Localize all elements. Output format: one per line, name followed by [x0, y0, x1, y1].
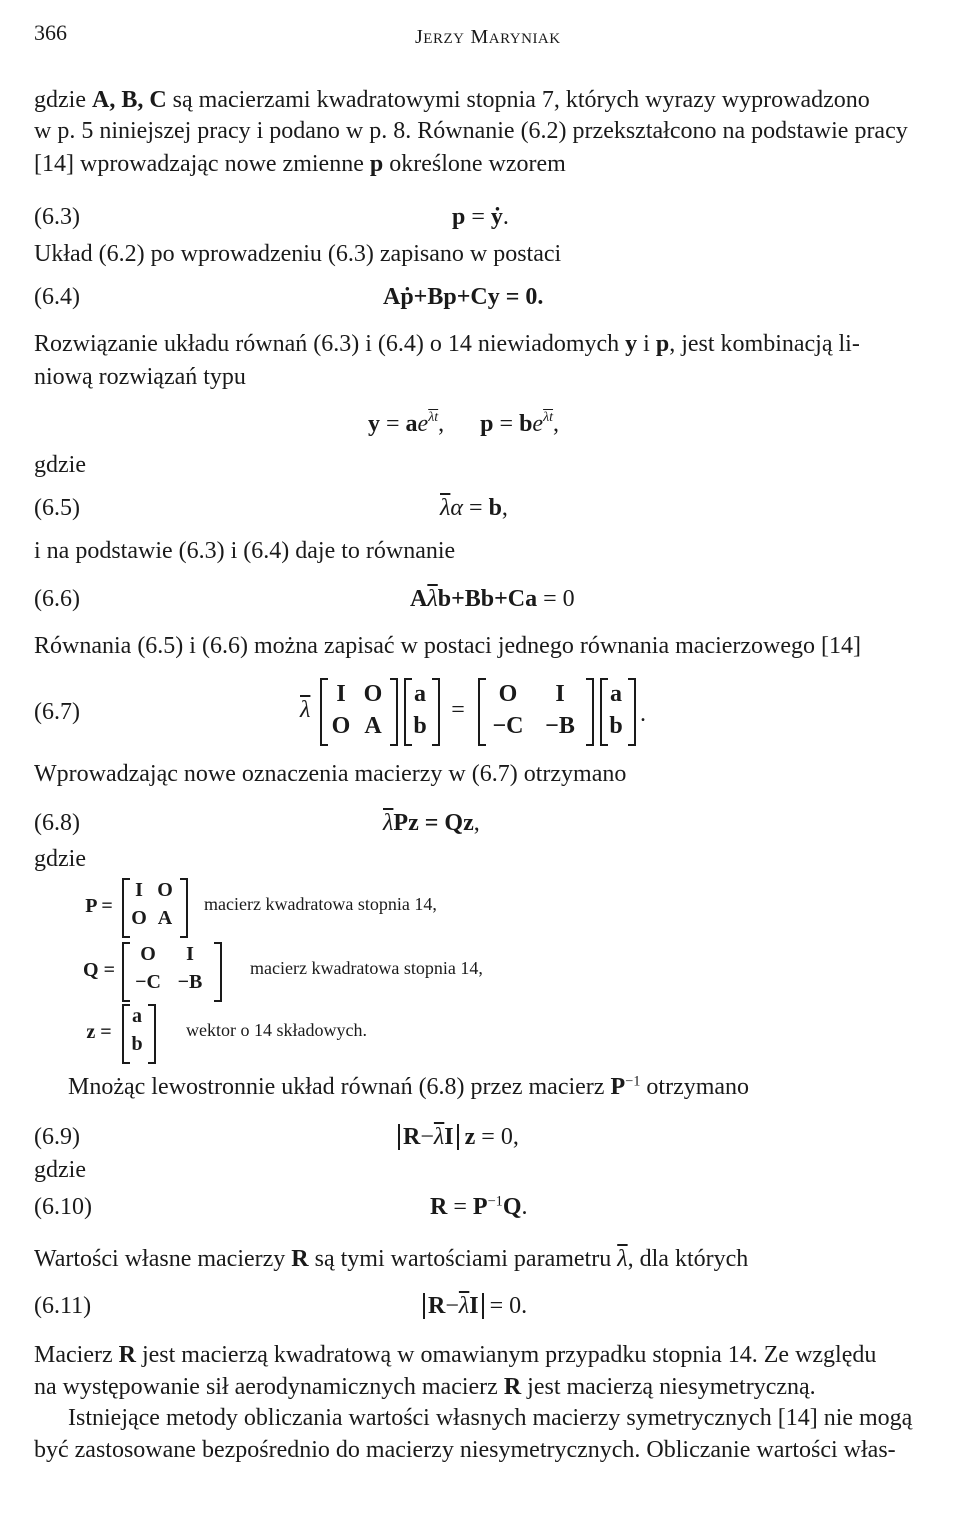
line-wprowadzajac: Wprowadzając nowe oznaczenia macierzy w (6.7) otrzymano [34, 761, 627, 787]
para2-line2: niową rozwiązań typu [34, 364, 246, 390]
equation-6-6: $A\overline{\lambda}b+Bb+Ca = 0$ [410, 586, 575, 612]
eq-label-6-8: (6.8) [34, 810, 80, 836]
para1-line1: gdzie A, B, C są macierzami kwadratowymi stopnia 7, których wyrazy wyprowadzono [34, 87, 870, 113]
equation-6-8: $\overline{\lambda}Pz = Qz$, [383, 810, 480, 836]
line-mnozac: Mnożąc lewostronnie układ równań (6.8) przez macierz $P^{-1}$ otrzymano [68, 1073, 750, 1100]
para1-line2: w p. 5 niniejszej pracy i podano w p. 8. Równanie (6.2) przekształcono na podstawie pracy [34, 118, 908, 144]
equation-6-3: p = ẏ. [452, 204, 509, 230]
equation-solution: $y = ae^{\overline{\lambda t}}$, $p = be^{\overline{\lambda t}}$, [368, 410, 560, 437]
lambda-bar: $\overline{\lambda}$ [300, 697, 311, 723]
eq-label-6-6: (6.6) [34, 586, 80, 612]
equation-6-11: $R-\overline{\lambda}I = 0$. [423, 1292, 527, 1321]
line-na-podstawie: i na podstawie (6.3) i (6.4) daje to równanie [34, 538, 456, 564]
eq-label-6-9: (6.9) [34, 1124, 80, 1150]
para3-line4: być zastosowane bezpośrednio do macierzy niesymetrycznych. Obliczanie wartości włas- [34, 1437, 896, 1463]
eq-label-6-4: (6.4) [34, 284, 80, 310]
eq-label-6-10: (6.10) [34, 1194, 92, 1220]
para3-line3: Istniejące metody obliczania wartości własnych macierzy symetrycznych [14] nie mogą [68, 1405, 913, 1431]
line-rownania: Równania (6.5) i (6.6) można zapisać w postaci jednego równania macierzowego [14] [34, 633, 862, 659]
para2-line1: Rozwiązanie układu równań (6.3) i (6.4) o 14 niewiadomych y i p, jest kombinacją li- [34, 331, 860, 357]
definition-P: P = I O O A macierz kwadratowa stopnia 14, [74, 878, 594, 938]
equation-6-5: $\overline{\lambda}\alpha = b$, [440, 495, 508, 521]
eq-label-6-11: (6.11) [34, 1293, 92, 1319]
definition-z: z = a b wektor o 14 składowych. [74, 1004, 514, 1064]
line-wartosci: Wartości własne macierzy R są tymi wartościami parametru $\overline{\lambda}$, dla których [34, 1246, 749, 1272]
definition-Q: Q = O I −C −B macierz kwadratowa stopnia 14, [74, 942, 614, 1002]
eq-label-6-3: (6.3) [34, 204, 80, 230]
page-number: 366 [34, 20, 67, 45]
running-header: JERZY MARYNIAK [415, 26, 561, 48]
para3-line2: na występowanie sił aerodynamicznych macierz R jest macierzą niesymetryczną. [34, 1374, 816, 1400]
para3-line1: Macierz R jest macierzą kwadratową w omawianym przypadku stopnia 14. Ze względu [34, 1342, 877, 1368]
eq-label-6-7: (6.7) [34, 699, 80, 725]
gdzie-1: gdzie [34, 452, 86, 478]
gdzie-3: gdzie [34, 1157, 86, 1183]
line-uklad: Układ (6.2) po wprowadzeniu (6.3) zapisano w postaci [34, 241, 562, 267]
equation-6-10: $R = P^{-1}Q$. [430, 1193, 528, 1220]
para1-line3: [14] wprowadzając nowe zmienne p określone wzorem [34, 151, 566, 177]
gdzie-2: gdzie [34, 846, 86, 872]
equation-6-4: Aṗ+Bp+Cy = 0. [383, 284, 544, 310]
equation-6-9: $R-\overline{\lambda}I$ z = 0, [398, 1123, 519, 1152]
equation-6-7: $\overline{\lambda}$ I O O A a b = O I −C −B a b . [300, 678, 720, 744]
eq-label-6-5: (6.5) [34, 495, 80, 521]
